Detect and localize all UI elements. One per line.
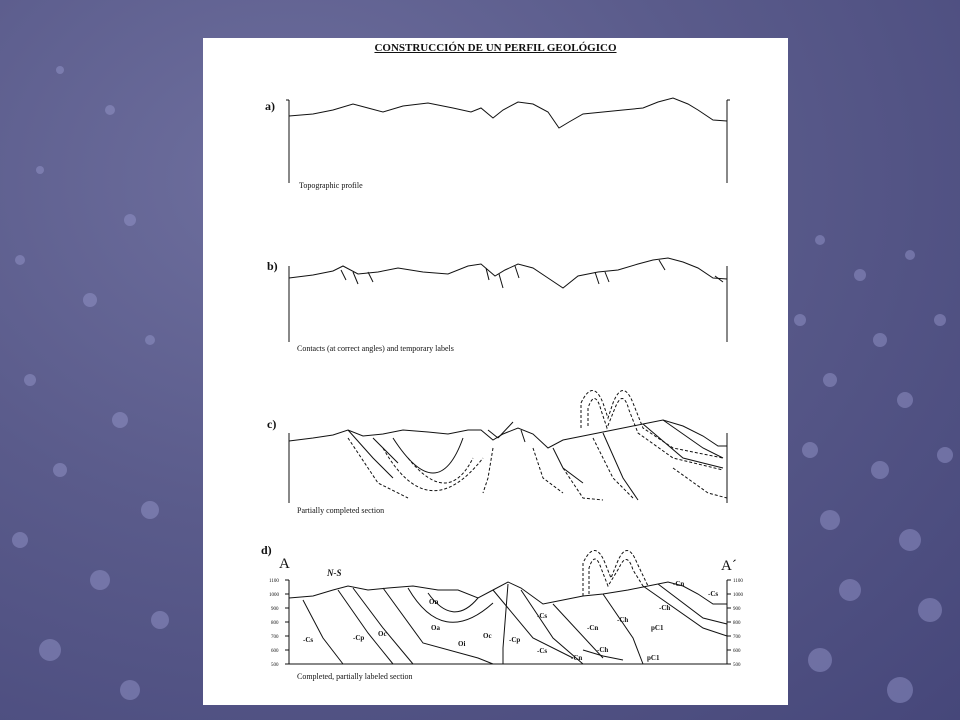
unit-labels (303, 580, 718, 662)
elev-tick-label: 1100 (269, 579, 279, 584)
elev-tick-label: 900 (733, 607, 741, 612)
elev-tick-label: 500 (733, 663, 741, 668)
unit-label: -Cn (587, 624, 599, 632)
panel-d-eroded-fold (583, 551, 648, 597)
elev-tick-label: 900 (271, 607, 279, 612)
panel-c-partial-section (289, 420, 727, 503)
panel-c-projected-contacts (348, 391, 727, 501)
document-page (203, 38, 788, 705)
elev-tick-label: 1000 (269, 593, 279, 598)
panel-d-caption: Completed, partially labeled section (297, 672, 413, 681)
elevation-labels-left (269, 579, 280, 668)
unit-label: -Cp (509, 636, 521, 644)
panel-b-letter: b) (267, 259, 278, 273)
panel-d-elevation-ticks (285, 580, 731, 664)
unit-label: pC1 (647, 654, 660, 662)
unit-label: -Cp (353, 634, 365, 642)
elev-tick-label: 600 (733, 649, 741, 654)
panel-a-topographic-profile (286, 98, 730, 183)
unit-label: pC1 (651, 624, 664, 632)
unit-label: Oi (458, 640, 466, 648)
unit-label: -Ch (597, 646, 609, 654)
elev-tick-label: 700 (733, 635, 741, 640)
endpoint-right-label: A´ (721, 558, 737, 574)
panel-a-letter: a) (265, 99, 275, 113)
unit-label: -Cn (673, 580, 685, 588)
endpoint-left-label: A (279, 556, 290, 572)
unit-label: -Ch (659, 604, 671, 612)
panel-a-caption: Topographic profile (299, 181, 363, 190)
elev-tick-label: 800 (733, 621, 741, 626)
unit-label: Oc (378, 630, 387, 638)
orientation-label: N-S (327, 568, 342, 578)
unit-label: -Ch (617, 616, 629, 624)
panel-c-caption: Partially completed section (297, 506, 385, 515)
unit-label: On (429, 598, 439, 606)
panel-d-completed-section (289, 580, 727, 664)
document-title: CONSTRUCCIÓN DE UN PERFIL GEOLÓGICO (374, 42, 617, 54)
elev-tick-label: 800 (271, 621, 279, 626)
panel-b-caption: Contacts (at correct angles) and temporary labels (297, 344, 454, 353)
unit-label: Oa (431, 624, 440, 632)
unit-label: -Cs (537, 647, 548, 655)
unit-label: Oc (483, 632, 492, 640)
panel-c-letter: c) (267, 417, 277, 431)
panel-d-letter: d) (261, 543, 272, 557)
elev-tick-label: 600 (271, 649, 279, 654)
elevation-labels-right (733, 579, 744, 668)
unit-label: -Cs (708, 590, 719, 598)
elev-tick-label: 700 (271, 635, 279, 640)
elev-tick-label: 500 (271, 663, 279, 668)
profile-figure (203, 38, 788, 705)
unit-label: -Cn (571, 654, 583, 662)
elev-tick-label: 1100 (733, 579, 743, 584)
elev-tick-label: 1000 (733, 593, 743, 598)
panel-b-contacts (289, 258, 727, 342)
unit-label: -Cs (303, 636, 314, 644)
unit-label: -Cs (537, 612, 548, 620)
